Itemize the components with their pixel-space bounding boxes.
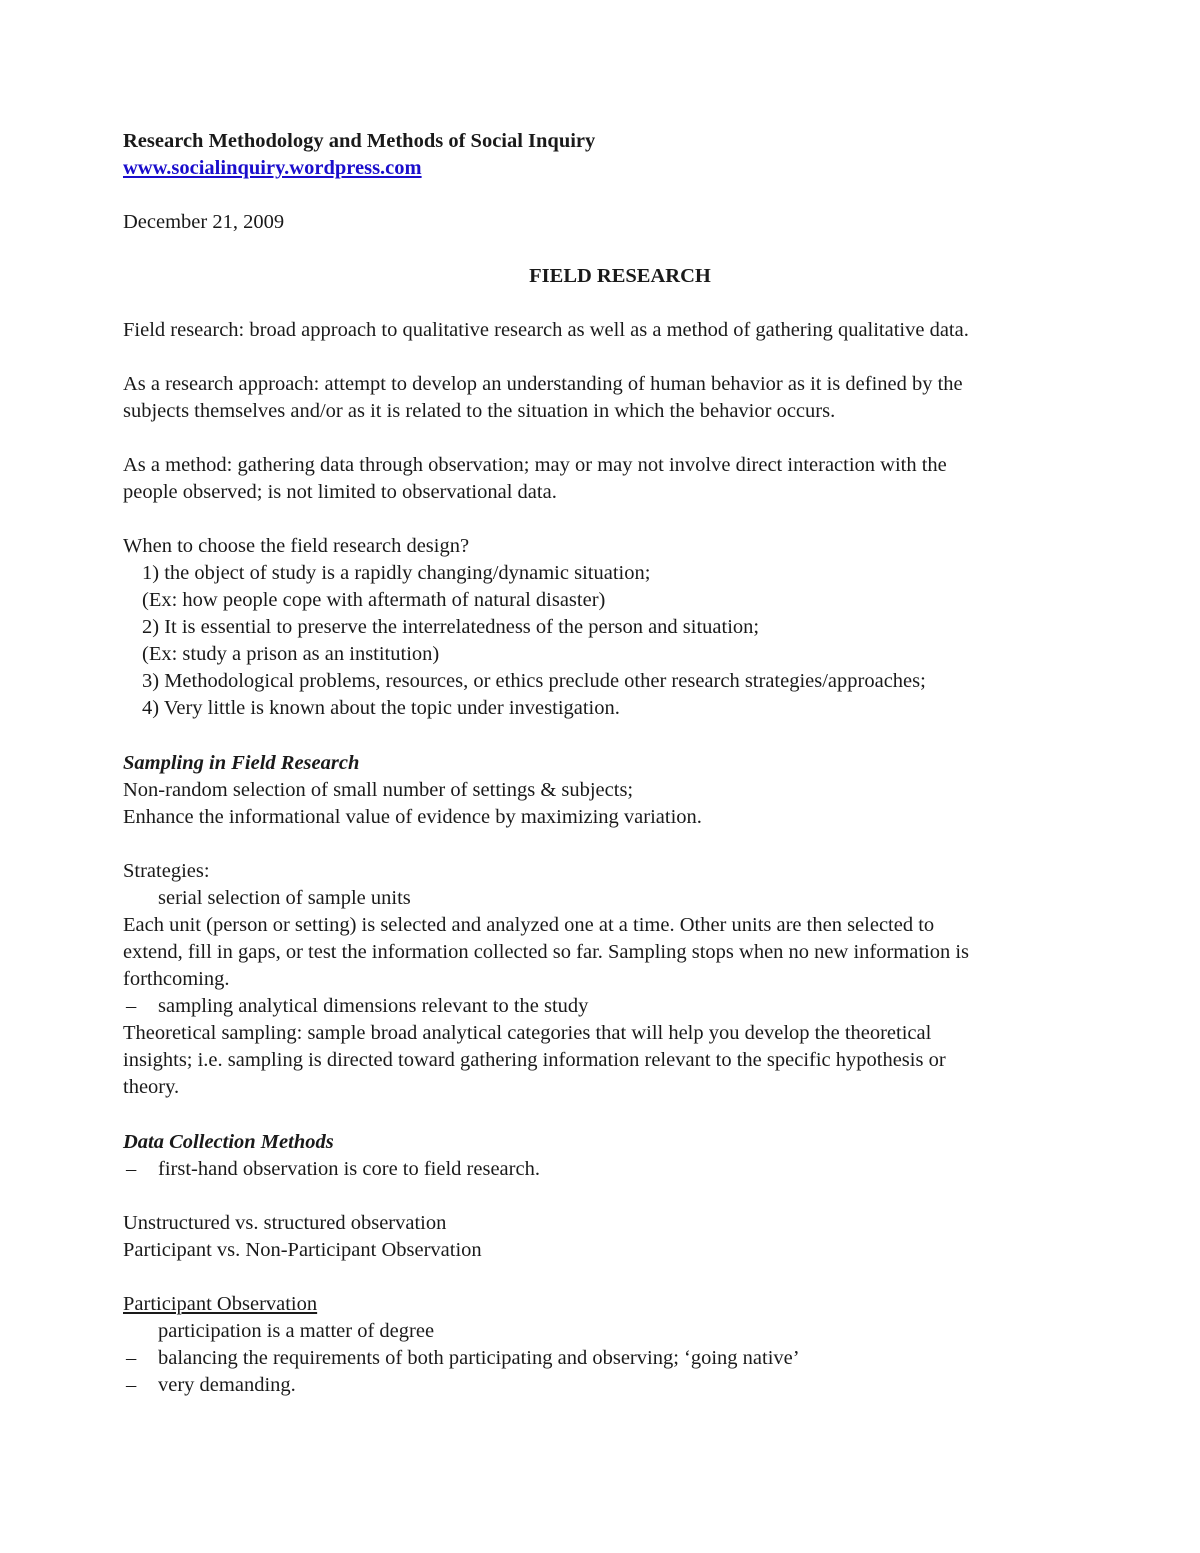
when-question: When to choose the field research design? — [123, 535, 470, 557]
dash-bullet: – — [126, 1374, 137, 1396]
document-title: Research Methodology and Methods of Social Inquiry — [123, 130, 596, 152]
approach-paragraph-line: subjects themselves and/or as it is related to the situation in which the behavior occurs. — [123, 400, 836, 422]
theoretical-sampling-text: theory. — [123, 1076, 180, 1098]
observation-type-line: Unstructured vs. structured observation — [123, 1212, 447, 1234]
serial-selection-label: serial selection of sample units — [158, 887, 411, 909]
dash-bullet: – — [126, 995, 137, 1017]
dash-bullet: – — [126, 1347, 137, 1369]
participant-item: very demanding. — [158, 1374, 296, 1396]
method-paragraph-line: people observed; is not limited to observational data. — [123, 481, 557, 503]
participant-observation-heading: Participant Observation — [123, 1293, 318, 1315]
section-heading: FIELD RESEARCH — [529, 265, 711, 287]
method-paragraph-line: As a method: gathering data through observation; may or may not involve direct interaction with the — [123, 454, 947, 476]
serial-selection-text: forthcoming. — [123, 968, 230, 990]
list-item: 2) It is essential to preserve the interrelatedness of the person and situation; — [142, 616, 760, 638]
data-collection-heading: Data Collection Methods — [123, 1131, 334, 1153]
list-item: (Ex: how people cope with aftermath of natural disaster) — [142, 589, 606, 611]
participant-item: balancing the requirements of both participating and observing; ‘going native’ — [158, 1347, 800, 1369]
approach-paragraph-line: As a research approach: attempt to develop an understanding of human behavior as it is defined by the — [123, 373, 963, 395]
observation-type-line: Participant vs. Non-Participant Observation — [123, 1239, 482, 1261]
list-item: 3) Methodological problems, resources, or ethics preclude other research strategies/approaches; — [142, 670, 926, 692]
sampling-line: Enhance the informational value of evidence by maximizing variation. — [123, 806, 702, 828]
sampling-heading: Sampling in Field Research — [123, 752, 360, 774]
data-collection-bullet: first-hand observation is core to field research. — [158, 1158, 540, 1180]
definition-paragraph: Field research: broad approach to qualitative research as well as a method of gathering qualitative data. — [123, 319, 969, 341]
theoretical-sampling-text: Theoretical sampling: sample broad analytical categories that will help you develop the theoretical — [123, 1022, 932, 1044]
theoretical-sampling-text: insights; i.e. sampling is directed toward gathering information relevant to the specific hypothesis or — [123, 1049, 946, 1071]
sampling-line: Non-random selection of small number of settings & subjects; — [123, 779, 634, 801]
document-date: December 21, 2009 — [123, 211, 285, 233]
analytical-dimensions-label: sampling analytical dimensions relevant to the study — [158, 995, 589, 1017]
list-item: 1) the object of study is a rapidly changing/dynamic situation; — [142, 562, 651, 584]
serial-selection-text: extend, fill in gaps, or test the information collected so far. Sampling stops when no new information is — [123, 941, 970, 963]
website-link[interactable]: www.socialinquiry.wordpress.com — [123, 157, 422, 179]
list-item: 4) Very little is known about the topic under investigation. — [142, 697, 620, 719]
serial-selection-text: Each unit (person or setting) is selected and analyzed one at a time. Other units are then selected to — [123, 914, 935, 936]
participant-item: participation is a matter of degree — [158, 1320, 435, 1342]
dash-bullet: – — [126, 1158, 137, 1180]
strategies-label: Strategies: — [123, 860, 210, 882]
list-item: (Ex: study a prison as an institution) — [142, 643, 440, 665]
